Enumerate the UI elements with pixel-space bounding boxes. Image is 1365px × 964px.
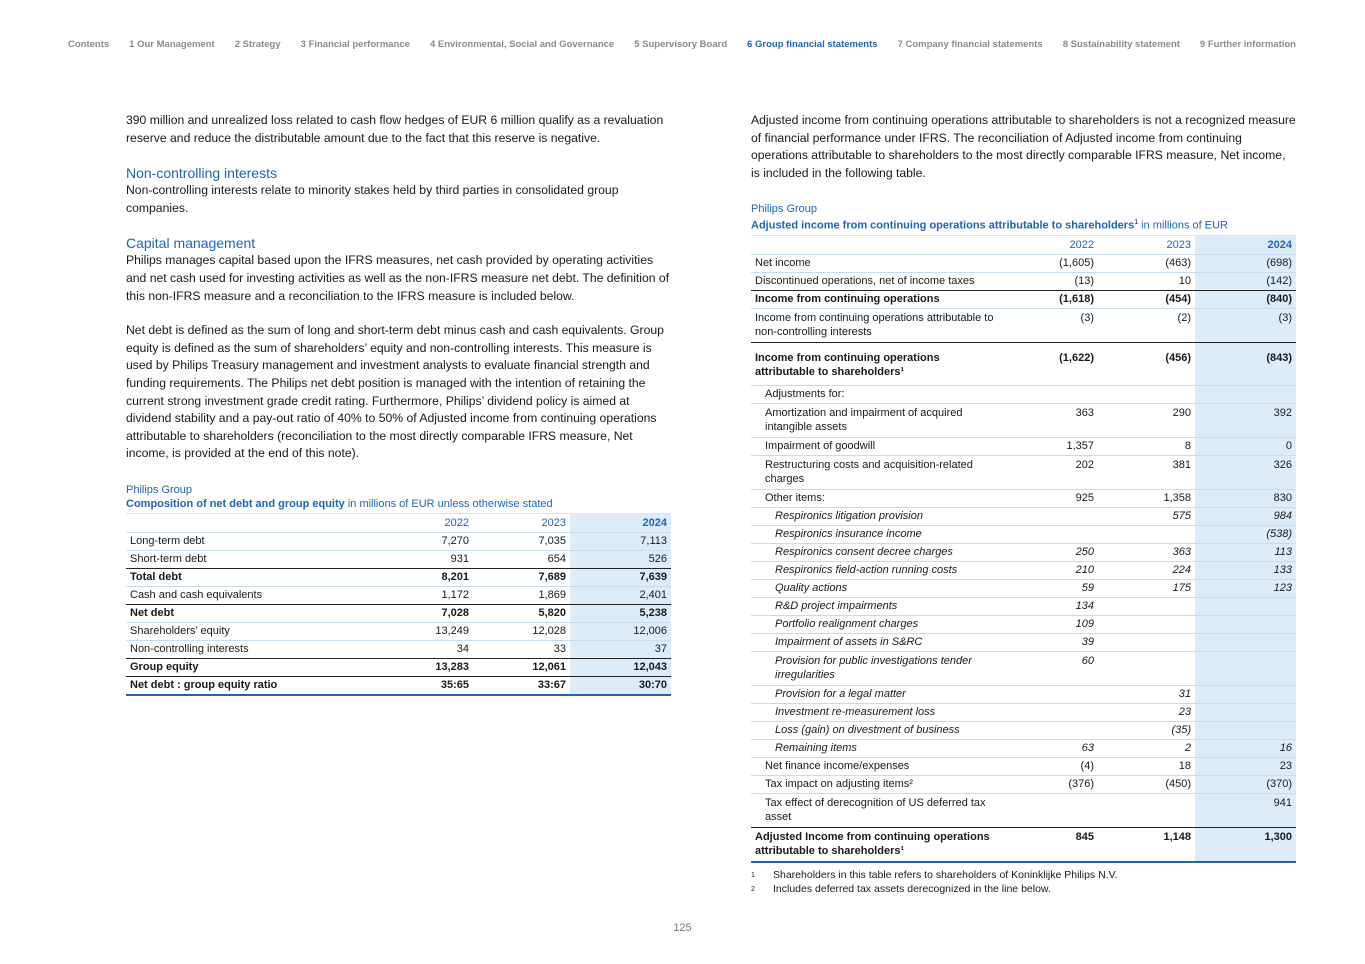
cell-value: [1001, 704, 1098, 722]
cell-value: (13): [1001, 273, 1098, 291]
capital-paragraph-1: Philips manages capital based upon the IFRS measures, net cash provided by operating activities and net cash used for investing activities as well as the non-IFRS measure net debt. The definition of this non-IFRS measure and a reconciliation to the IFRS measure is included below.: [126, 253, 670, 303]
cell-value: 845: [1001, 828, 1098, 863]
cell-value: (463): [1098, 255, 1195, 273]
table-row: [751, 828, 1296, 863]
cell-value: 2: [1098, 740, 1195, 758]
table-row: [126, 640, 671, 658]
footnote-text: Shareholders in this table refers to shareholders of Koninklijke Philips N.V.: [773, 869, 1118, 882]
cell-value: 31: [1098, 686, 1195, 704]
cell-value: 13,249: [376, 622, 473, 640]
row-label: Respironics field-action running costs: [751, 562, 1001, 580]
nav-item[interactable]: 6 Group financial statements: [747, 39, 878, 50]
right-intro-paragraph: Adjusted income from continuing operations attributable to shareholders is not a recognized measure of financial performance under IFRS. The reconciliation of Adjusted income from continuing operations attributable to shareholders to the most directly comparable IFRS measure, Net income, is included in the following table.: [751, 113, 1296, 180]
table-row: [751, 562, 1296, 580]
cell-value: (1,618): [1001, 291, 1098, 309]
row-label: Amortization and impairment of acquired intangible assets: [751, 404, 1001, 438]
cell-value: 5,820: [473, 604, 570, 622]
table-row: [751, 309, 1296, 343]
top-navigation: [68, 39, 1316, 50]
nci-heading: Non-controlling interests: [126, 165, 277, 182]
year-header: 2022: [376, 513, 473, 532]
footnote-text: Includes deferred tax assets derecognized in the line below.: [773, 882, 1051, 895]
year-header: 2024: [570, 513, 671, 532]
table-group-label: Philips Group: [751, 203, 818, 216]
table-row: [751, 255, 1296, 273]
row-label: Net finance income/expenses: [751, 758, 1001, 776]
cell-value: 925: [1001, 490, 1098, 508]
footnote: [751, 869, 1296, 883]
row-label: Impairment of goodwill: [751, 438, 1001, 456]
table-row: [751, 758, 1296, 776]
table-row: [751, 704, 1296, 722]
cell-value: 526: [570, 550, 671, 568]
nav-item[interactable]: 1 Our Management: [129, 39, 215, 50]
row-label: Income from continuing operations: [751, 291, 1001, 309]
row-label: R&D project impairments: [751, 598, 1001, 616]
row-label: Adjusted Income from continuing operations attributable to shareholders¹: [751, 828, 1001, 863]
row-label: Remaining items: [751, 740, 1001, 758]
cell-value: 12,006: [570, 622, 671, 640]
cell-value: [1098, 616, 1195, 634]
table-row: [751, 652, 1296, 686]
cell-value: [1195, 616, 1296, 634]
cell-value: 7,035: [473, 532, 570, 550]
cell-value: 5,238: [570, 604, 671, 622]
year-header: 2024: [1195, 236, 1296, 255]
row-label: Investment re-measurement loss: [751, 704, 1001, 722]
row-label: Respironics insurance income: [751, 526, 1001, 544]
nav-item[interactable]: 5 Supervisory Board: [634, 39, 728, 50]
row-label: Provision for public investigations tender irregularities: [751, 652, 1001, 686]
cell-value: (3): [1001, 309, 1098, 343]
table-row: [751, 544, 1296, 562]
cell-value: 290: [1098, 404, 1195, 438]
row-label: Group equity: [126, 658, 376, 676]
cell-value: 33:67: [473, 676, 570, 695]
adjusted-income-table-title: Adjusted income from continuing operations attributable to shareholders$^1$ in millions of EUR: [751, 219, 1228, 233]
cell-value: [1098, 634, 1195, 652]
nav-item[interactable]: 8 Sustainability statement: [1062, 39, 1180, 50]
table-row: [751, 686, 1296, 704]
year-header: 2023: [473, 513, 570, 532]
row-label: Net debt: [126, 604, 376, 622]
cell-value: (142): [1195, 273, 1296, 291]
table-row: [126, 622, 671, 640]
cell-value: 654: [473, 550, 570, 568]
cell-value: [1098, 598, 1195, 616]
cell-value: 133: [1195, 562, 1296, 580]
nav-item[interactable]: 4 Environmental, Social and Governance: [429, 39, 615, 50]
left-column: [126, 112, 671, 696]
cell-value: [1195, 634, 1296, 652]
row-label: Other items:: [751, 490, 1001, 508]
row-label: Quality actions: [751, 580, 1001, 598]
cell-value: 34: [376, 640, 473, 658]
table-row: [751, 273, 1296, 291]
table-row: [126, 532, 671, 550]
row-label: Total debt: [126, 568, 376, 586]
cell-value: [1098, 652, 1195, 686]
table-row: [126, 568, 671, 586]
net-debt-table: [126, 513, 671, 696]
cell-value: (840): [1195, 291, 1296, 309]
cell-value: (376): [1001, 776, 1098, 794]
cell-value: 12,028: [473, 622, 570, 640]
cell-value: 1,358: [1098, 490, 1195, 508]
row-label: Loss (gain) on divestment of business: [751, 722, 1001, 740]
cell-value: 392: [1195, 404, 1296, 438]
table-row: [751, 404, 1296, 438]
table-row: [751, 456, 1296, 490]
cell-value: 35:65: [376, 676, 473, 695]
table-row: [751, 598, 1296, 616]
header-spacer: [126, 513, 376, 532]
table-row: [751, 580, 1296, 598]
cell-value: 7,689: [473, 568, 570, 586]
year-header: 2022: [1001, 236, 1098, 255]
cell-value: [1001, 526, 1098, 544]
cell-value: (4): [1001, 758, 1098, 776]
cell-value: 984: [1195, 508, 1296, 526]
table-row: [751, 616, 1296, 634]
row-label: Tax effect of derecognition of US deferred tax asset: [751, 794, 1001, 828]
cell-value: 18: [1098, 758, 1195, 776]
table-row: [126, 658, 671, 676]
footnotes: [751, 869, 1296, 896]
table-row: [751, 386, 1296, 404]
cell-value: 123: [1195, 580, 1296, 598]
cell-value: 7,113: [570, 532, 671, 550]
cell-value: 8: [1098, 438, 1195, 456]
table-row: [126, 586, 671, 604]
cell-value: 12,043: [570, 658, 671, 676]
cell-value: [1195, 686, 1296, 704]
cell-value: 1,357: [1001, 438, 1098, 456]
cell-value: (1,622): [1001, 343, 1098, 386]
cell-value: 1,869: [473, 586, 570, 604]
cell-value: 37: [570, 640, 671, 658]
cell-value: (2): [1098, 309, 1195, 343]
intro-paragraph: 390 million and unrealized loss related to cash flow hedges of EUR 6 million qualify as a revaluation reserve and reduce the distributable amount due to the fact that this reserve is negative.: [126, 113, 664, 145]
cell-value: [1001, 686, 1098, 704]
row-label: Cash and cash equivalents: [126, 586, 376, 604]
row-label: Net debt : group equity ratio: [126, 676, 376, 695]
cell-value: 60: [1001, 652, 1098, 686]
cell-value: 1,172: [376, 586, 473, 604]
table-row: [751, 291, 1296, 309]
cell-value: (1,605): [1001, 255, 1098, 273]
cell-value: [1195, 722, 1296, 740]
table-row: [751, 634, 1296, 652]
row-label: Non-controlling interests: [126, 640, 376, 658]
year-header: 2023: [1098, 236, 1195, 255]
row-label: Discontinued operations, net of income taxes: [751, 273, 1001, 291]
row-label: Portfolio realignment charges: [751, 616, 1001, 634]
cell-value: 202: [1001, 456, 1098, 490]
cell-value: (843): [1195, 343, 1296, 386]
cell-value: (370): [1195, 776, 1296, 794]
cell-value: 7,270: [376, 532, 473, 550]
table-row: [751, 740, 1296, 758]
header-spacer: [751, 236, 1001, 255]
cell-value: 23: [1098, 704, 1195, 722]
right-column: [751, 112, 1296, 896]
adjusted-income-table: [751, 235, 1296, 863]
table-row: [126, 604, 671, 622]
row-label: Long-term debt: [126, 532, 376, 550]
cell-value: 12,061: [473, 658, 570, 676]
cell-value: (456): [1098, 343, 1195, 386]
cell-value: 63: [1001, 740, 1098, 758]
cell-value: [1001, 508, 1098, 526]
net-debt-table-title: Composition of net debt and group equity in millions of EUR unless otherwise stated: [126, 497, 553, 510]
table-row: [751, 794, 1296, 828]
footnote-number: 1: [751, 872, 755, 880]
cell-value: 109: [1001, 616, 1098, 634]
row-label: Income from continuing operations attributable to non-controlling interests: [751, 309, 1001, 343]
cell-value: 23: [1195, 758, 1296, 776]
capital-management-heading: Capital management: [126, 235, 256, 252]
nav-item[interactable]: 7 Company financial statements: [897, 39, 1043, 50]
cell-value: 113: [1195, 544, 1296, 562]
row-label: Respironics litigation provision: [751, 508, 1001, 526]
nav-item[interactable]: 3 Financial performance: [300, 39, 410, 50]
row-label: Restructuring costs and acquisition-related charges: [751, 456, 1001, 490]
nav-item[interactable]: 2 Strategy: [234, 39, 281, 50]
cell-value: 830: [1195, 490, 1296, 508]
capital-paragraph-2: Net debt is defined as the sum of long and short-term debt minus cash and cash equivalents. Group equity is defined as the sum of shareholders’ equity and non-controlling interests. This measure is used by Philips Treasury management and investment analysts to evaluate financial strength and funding requirements. The Philips net debt position is managed with the intention of retaining the current strong investment grade credit rating. Furthermore, Philips’ dividend policy is aimed at dividend stability and a pay-out ratio of 40% to 50% of Adjusted income from continuing operations attributable to shareholders (reconciliation to the most directly comparable IFRS measure, Net income, is provided at the end of this note).: [126, 323, 664, 461]
cell-value: 7,028: [376, 604, 473, 622]
cell-value: 33: [473, 640, 570, 658]
cell-value: 2,401: [570, 586, 671, 604]
cell-value: 39: [1001, 634, 1098, 652]
cell-value: 0: [1195, 438, 1296, 456]
table-row: [126, 550, 671, 568]
cell-value: [1098, 526, 1195, 544]
row-label: Impairment of assets in S&RC: [751, 634, 1001, 652]
row-label: Provision for a legal matter: [751, 686, 1001, 704]
row-label: Income from continuing operations attributable to shareholders¹: [751, 343, 1001, 386]
table-row: [751, 343, 1296, 386]
cell-value: [1195, 386, 1296, 404]
cell-value: 941: [1195, 794, 1296, 828]
table-row: [751, 722, 1296, 740]
cell-value: 326: [1195, 456, 1296, 490]
table-group-label: Philips Group: [126, 483, 193, 496]
footnote-number: 2: [751, 885, 755, 893]
cell-value: 1,148: [1098, 828, 1195, 863]
cell-value: 134: [1001, 598, 1098, 616]
cell-value: 575: [1098, 508, 1195, 526]
cell-value: [1001, 722, 1098, 740]
table-row: [751, 776, 1296, 794]
footnote: [751, 883, 1296, 897]
cell-value: 363: [1001, 404, 1098, 438]
cell-value: 30:70: [570, 676, 671, 695]
table-row: [751, 490, 1296, 508]
cell-value: 13,283: [376, 658, 473, 676]
cell-value: [1001, 386, 1098, 404]
cell-value: (698): [1195, 255, 1296, 273]
cell-value: 10: [1098, 273, 1195, 291]
cell-value: 175: [1098, 580, 1195, 598]
cell-value: (450): [1098, 776, 1195, 794]
cell-value: 931: [376, 550, 473, 568]
row-label: Adjustments for:: [751, 386, 1001, 404]
table-row: [751, 438, 1296, 456]
cell-value: [1098, 386, 1195, 404]
cell-value: 363: [1098, 544, 1195, 562]
cell-value: 1,300: [1195, 828, 1296, 863]
page-number: 125: [673, 922, 692, 934]
cell-value: (3): [1195, 309, 1296, 343]
cell-value: 250: [1001, 544, 1098, 562]
cell-value: (35): [1098, 722, 1195, 740]
table-row: [126, 676, 671, 695]
cell-value: [1098, 794, 1195, 828]
cell-value: 16: [1195, 740, 1296, 758]
cell-value: [1195, 598, 1296, 616]
table-row: [751, 508, 1296, 526]
cell-value: [1195, 652, 1296, 686]
table-row: [751, 526, 1296, 544]
row-label: Shareholders’ equity: [126, 622, 376, 640]
cell-value: [1001, 794, 1098, 828]
row-label: Tax impact on adjusting items²: [751, 776, 1001, 794]
row-label: Respironics consent decree charges: [751, 544, 1001, 562]
nav-item[interactable]: Contents: [68, 39, 110, 50]
nci-paragraph: Non-controlling interests relate to minority stakes held by third parties in consolidated group companies.: [126, 183, 619, 215]
cell-value: [1195, 704, 1296, 722]
cell-value: (538): [1195, 526, 1296, 544]
row-label: Net income: [751, 255, 1001, 273]
cell-value: 224: [1098, 562, 1195, 580]
row-label: Short-term debt: [126, 550, 376, 568]
cell-value: 381: [1098, 456, 1195, 490]
cell-value: 210: [1001, 562, 1098, 580]
cell-value: (454): [1098, 291, 1195, 309]
nav-item[interactable]: 9 Further information: [1199, 39, 1296, 50]
cell-value: 8,201: [376, 568, 473, 586]
cell-value: 59: [1001, 580, 1098, 598]
cell-value: 7,639: [570, 568, 671, 586]
